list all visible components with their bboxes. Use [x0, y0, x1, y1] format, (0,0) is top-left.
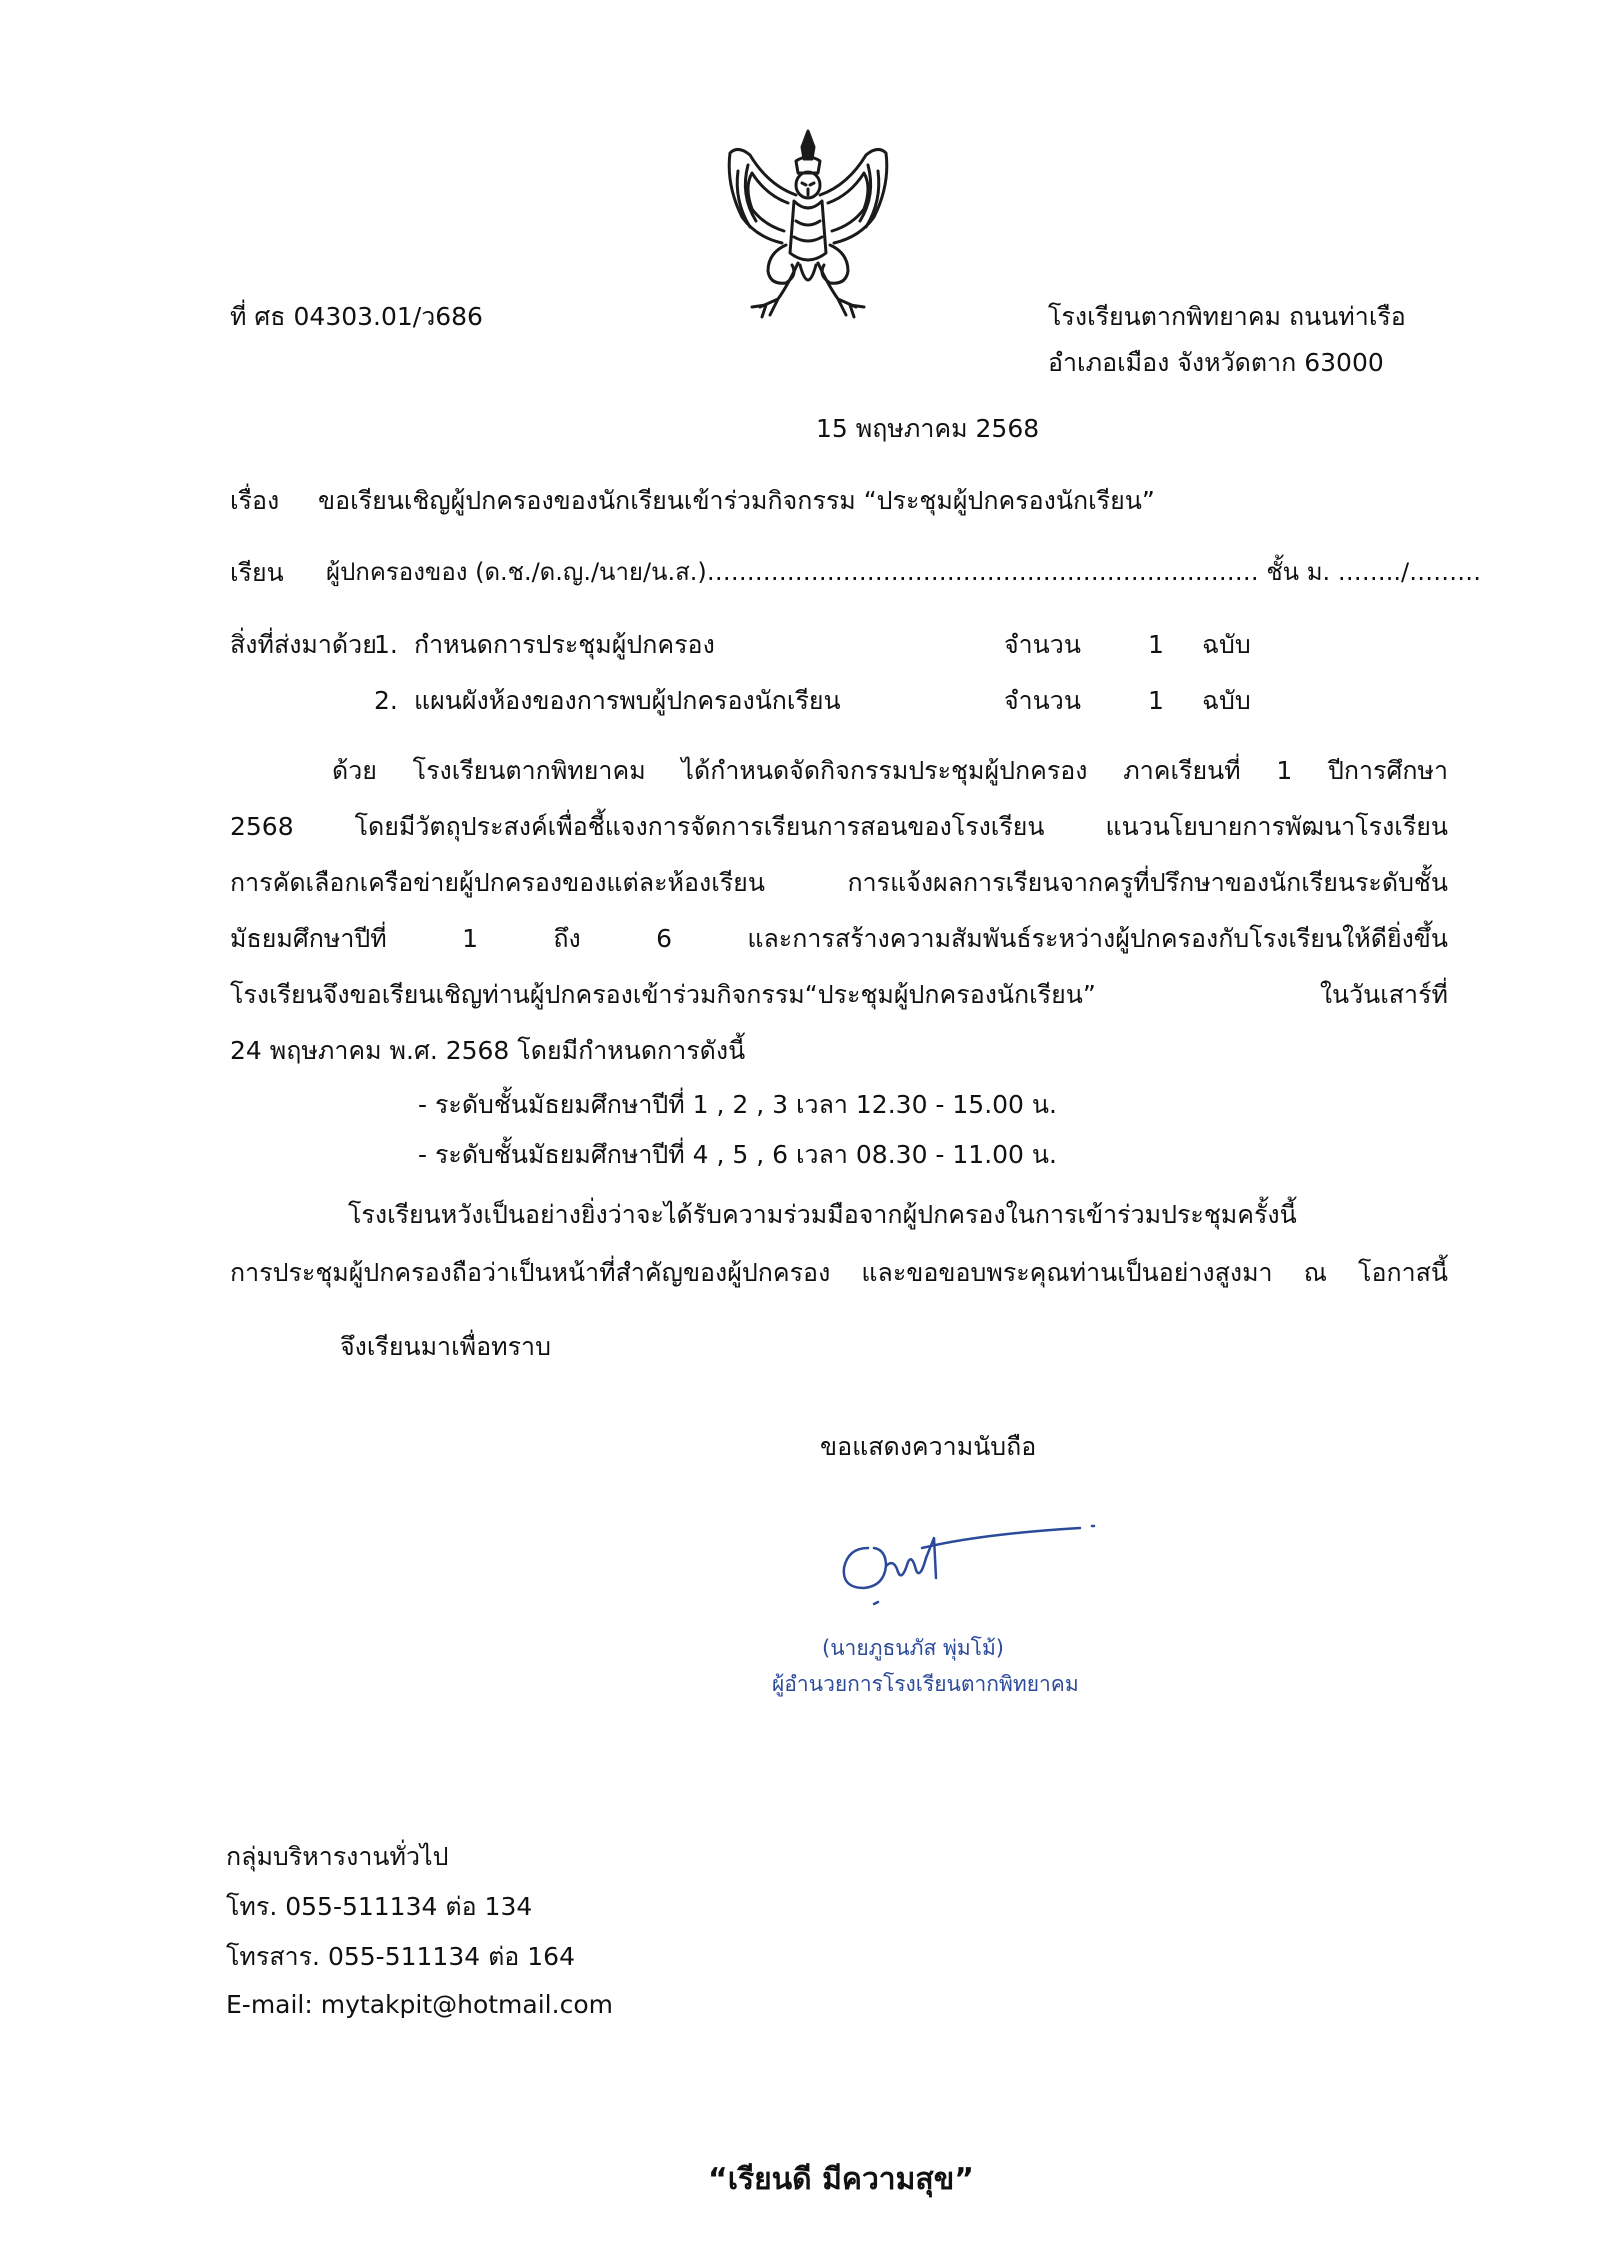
enclosure-2-unit: ฉบับ [1202, 686, 1251, 715]
enclosure-1-no: 1. [374, 630, 398, 659]
signatory-name: (นายภูธนภัส พุ่มโม้) [822, 1636, 1004, 1660]
body-paragraph-1-line-2: 2568 โดยมีวัตถุประสงค์เพื่อชี้แจงการจัดการเรียนการสอนของโรงเรียน แนวนโยบายการพัฒนาโรงเรียน [230, 812, 1448, 841]
closing-line: จึงเรียนมาเพื่อทราบ [340, 1332, 551, 1361]
enclosures-label: สิ่งที่ส่งมาด้วย [230, 630, 377, 659]
body-paragraph-2-line-2: การประชุมผู้ปกครองถือว่าเป็นหน้าที่สำคัญของผู้ปกครอง และขอขอบพระคุณท่านเป็นอย่างสูงมา ณ โอกาสนี้ [230, 1258, 1448, 1287]
school-address-line2: อำเภอเมือง จังหวัดตาก 63000 [1048, 348, 1384, 377]
body-paragraph-1-line-5: โรงเรียนจึงขอเรียนเชิญท่านผู้ปกครองเข้าร่วมกิจกรรม“ประชุมผู้ปกครองนักเรียน” ในวันเสาร์ที่ [230, 980, 1448, 1009]
body-paragraph-2-line-1: โรงเรียนหวังเป็นอย่างยิ่งว่าจะได้รับความร่วมมือจากผู้ปกครองในการเข้าร่วมประชุมครั้งนี้ [348, 1200, 1297, 1229]
handwritten-signature [830, 1518, 1100, 1608]
enclosure-2-qty-label: จำนวน [1004, 686, 1081, 715]
enclosure-2-qty: 1 [1148, 686, 1164, 715]
footer-department: กลุ่มบริหารงานทั่วไป [226, 1842, 449, 1871]
enclosure-1-qty: 1 [1148, 630, 1164, 659]
addressee-text: ผู้ปกครองของ (ด.ช./ด.ญ./นาย/น.ส.)…………………………………………………………… ชั้น ม. ……../……… [326, 558, 1482, 586]
enclosure-2-title: แผนผังห้องของการพบผู้ปกครองนักเรียน [414, 686, 841, 715]
garuda-emblem-icon [708, 125, 908, 325]
subject-label: เรื่อง [230, 486, 280, 515]
school-motto: “เรียนดี มีความสุข” [708, 2162, 974, 2197]
subject-text: ขอเรียนเชิญผู้ปกครองของนักเรียนเข้าร่วมกิจกรรม “ประชุมผู้ปกครองนักเรียน” [318, 486, 1155, 515]
body-paragraph-1-line-6: 24 พฤษภาคม พ.ศ. 2568 โดยมีกำหนดการดังนี้ [230, 1036, 746, 1065]
footer-fax: โทรสาร. 055-511134 ต่อ 164 [226, 1942, 575, 1971]
enclosure-1-unit: ฉบับ [1202, 630, 1251, 659]
body-paragraph-1-line-3: การคัดเลือกเครือข่ายผู้ปกครองของแต่ละห้องเรียน การแจ้งผลการเรียนจากครูที่ปรึกษาของนักเรียนระดับชั้น [230, 868, 1448, 897]
enclosure-2-no: 2. [374, 686, 398, 715]
body-paragraph-1-line-4: มัธยมศึกษาปีที่ 1 ถึง 6 และการสร้างความสัมพันธ์ระหว่างผู้ปกครองกับโรงเรียนให้ดียิ่งขึ้น [230, 924, 1448, 953]
signatory-position: ผู้อำนวยการโรงเรียนตากพิทยาคม [772, 1672, 1079, 1696]
schedule-item-1: - ระดับชั้นมัธยมศึกษาปีที่ 1 , 2 , 3 เวลา 12.30 - 15.00 น. [418, 1090, 1057, 1119]
school-address-line1: โรงเรียนตากพิทยาคม ถนนท่าเรือ [1048, 302, 1406, 331]
letter-date: 15 พฤษภาคม 2568 [816, 414, 1040, 443]
schedule-item-2: - ระดับชั้นมัธยมศึกษาปีที่ 4 , 5 , 6 เวลา 08.30 - 11.00 น. [418, 1140, 1057, 1169]
reference-number: ที่ ศธ 04303.01/ว686 [230, 302, 483, 331]
enclosure-1-qty-label: จำนวน [1004, 630, 1081, 659]
footer-email: E-mail: mytakpit@hotmail.com [226, 1990, 613, 2019]
body-paragraph-1-line-1: ด้วย โรงเรียนตากพิทยาคม ได้กำหนดจัดกิจกรรมประชุมผู้ปกครอง ภาคเรียนที่ 1 ปีการศึกษา [332, 756, 1448, 785]
complimentary-close: ขอแสดงความนับถือ [820, 1432, 1037, 1461]
enclosure-1-title: กำหนดการประชุมผู้ปกครอง [414, 630, 715, 659]
footer-phone: โทร. 055-511134 ต่อ 134 [226, 1892, 533, 1921]
addressee-label: เรียน [230, 558, 284, 587]
